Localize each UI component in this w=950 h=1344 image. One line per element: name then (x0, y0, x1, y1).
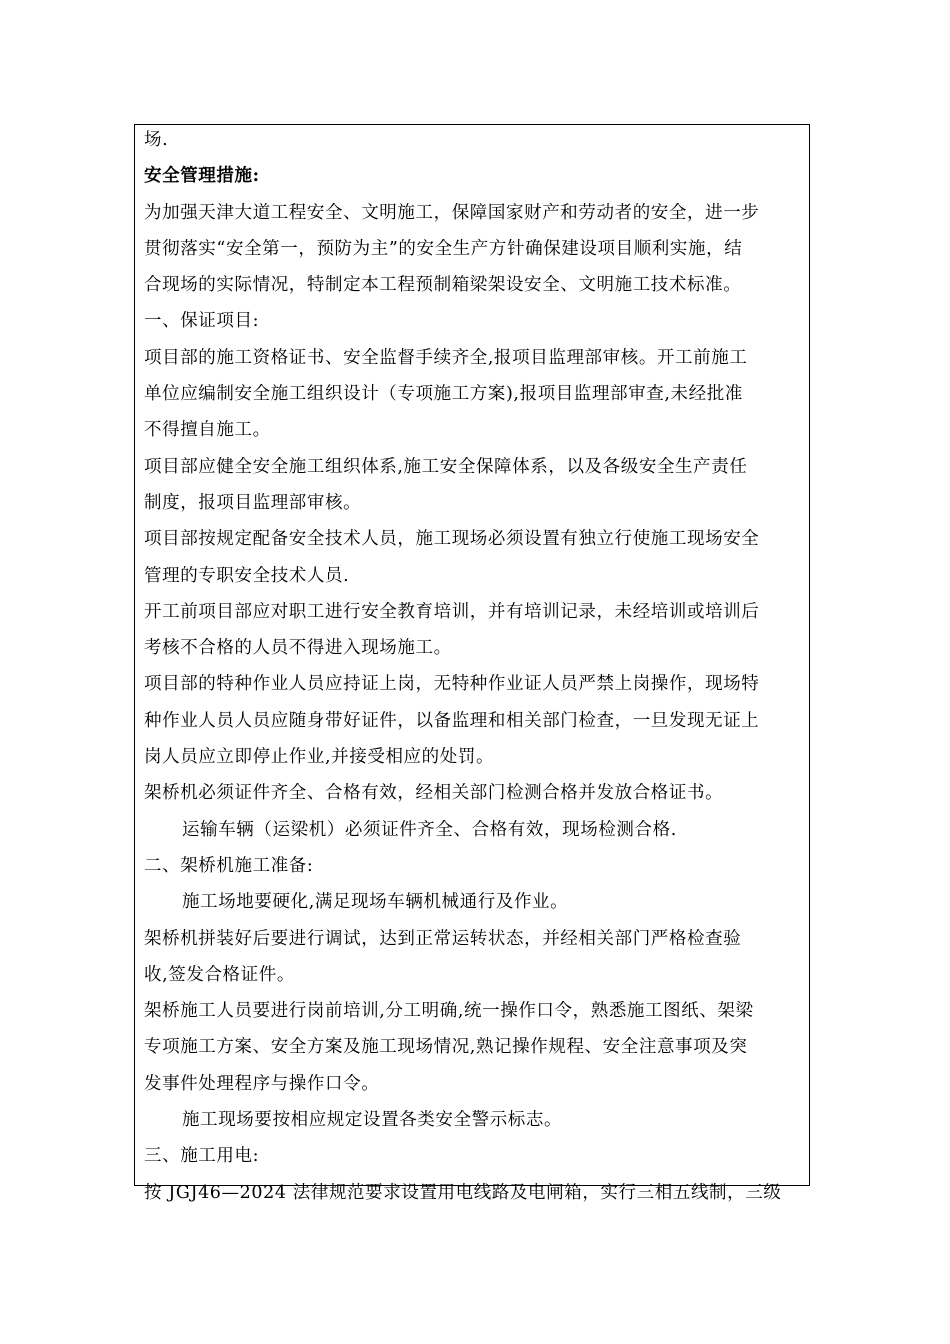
section-heading: 二、架桥机施工准备: (144, 855, 314, 876)
text-line: 不得擅自施工。 (144, 420, 271, 441)
section-heading: 一、保证项目: (144, 311, 260, 332)
text-line: 场. (144, 130, 169, 150)
text-line: 按 JGJ46—2024 法律规范要求设置用电线路及电闸箱，实行三相五线制，三级 (144, 1182, 782, 1203)
text-line: 收,签发合格证件。 (144, 964, 295, 985)
text-line: 发事件处理程序与操作口令。 (144, 1073, 380, 1094)
text-line: 专项施工方案、安全方案及施工现场情况,熟记操作规程、安全注意事项及突 (144, 1037, 748, 1058)
text-line: 架桥机必须证件齐全、合格有效，经相关部门检测合格并发放合格证书。 (144, 783, 724, 804)
text-line: 施工现场要按相应规定设置各类安全警示标志。 (182, 1110, 563, 1131)
text-line: 项目部应健全安全施工组织体系,施工安全保障体系，以及各级安全生产责任 (144, 456, 748, 477)
text-line: 岗人员应立即停止作业,并接受相应的处罚。 (144, 747, 495, 768)
text-line: 种作业人员人员应随身带好证件，以备监理和相关部门检查，一旦发现无证上 (144, 710, 760, 731)
document-body (144, 122, 806, 1211)
section-heading: 三、施工用电: (144, 1146, 260, 1167)
text-line: 架桥施工人员要进行岗前培训,分工明确,统一操作口令，熟悉施工图纸、架梁 (144, 1001, 754, 1022)
text-line: 施工场地要硬化,满足现场车辆机械通行及作业。 (182, 892, 569, 913)
text-line: 项目部的特种作业人员应持证上岗，无特种作业证人员严禁上岗操作，现场特 (144, 674, 760, 695)
text-line: 为加强天津大道工程安全、文明施工，保障国家财产和劳动者的安全，进一步 (144, 202, 760, 223)
text-line: 单位应编制安全施工组织设计（专项施工方案),报项目监理部审查,未经批准 (144, 384, 743, 405)
section-heading: 安全管理措施: (144, 166, 260, 187)
text-line: 制度，报项目监理部审核。 (144, 492, 362, 513)
text-line: 项目部的施工资格证书、安全监督手续齐全,报项目监理部审核。开工前施工 (144, 347, 748, 368)
text-line: 运输车辆（运梁机）必须证件齐全、合格有效，现场检测合格. (182, 819, 677, 840)
text-line: 开工前项目部应对职工进行安全教育培训，并有培训记录，未经培训或培训后 (144, 601, 760, 622)
text-line: 架桥机拼装好后要进行调试，达到正常运转状态，并经相关部门严格检查验 (144, 928, 742, 949)
text-line: 合现场的实际情况，特制定本工程预制箱梁架设安全、文明施工技术标准。 (144, 275, 742, 296)
text-line: 贯彻落实“安全第一，预防为主”的安全生产方针确保建设项目顺利实施，结 (144, 238, 743, 259)
text-line: 考核不合格的人员不得进入现场施工。 (144, 638, 452, 659)
text-line: 管理的专职安全技术人员. (144, 565, 350, 586)
text-line: 项目部按规定配备安全技术人员，施工现场必须设置有独立行使施工现场安全 (144, 529, 760, 550)
